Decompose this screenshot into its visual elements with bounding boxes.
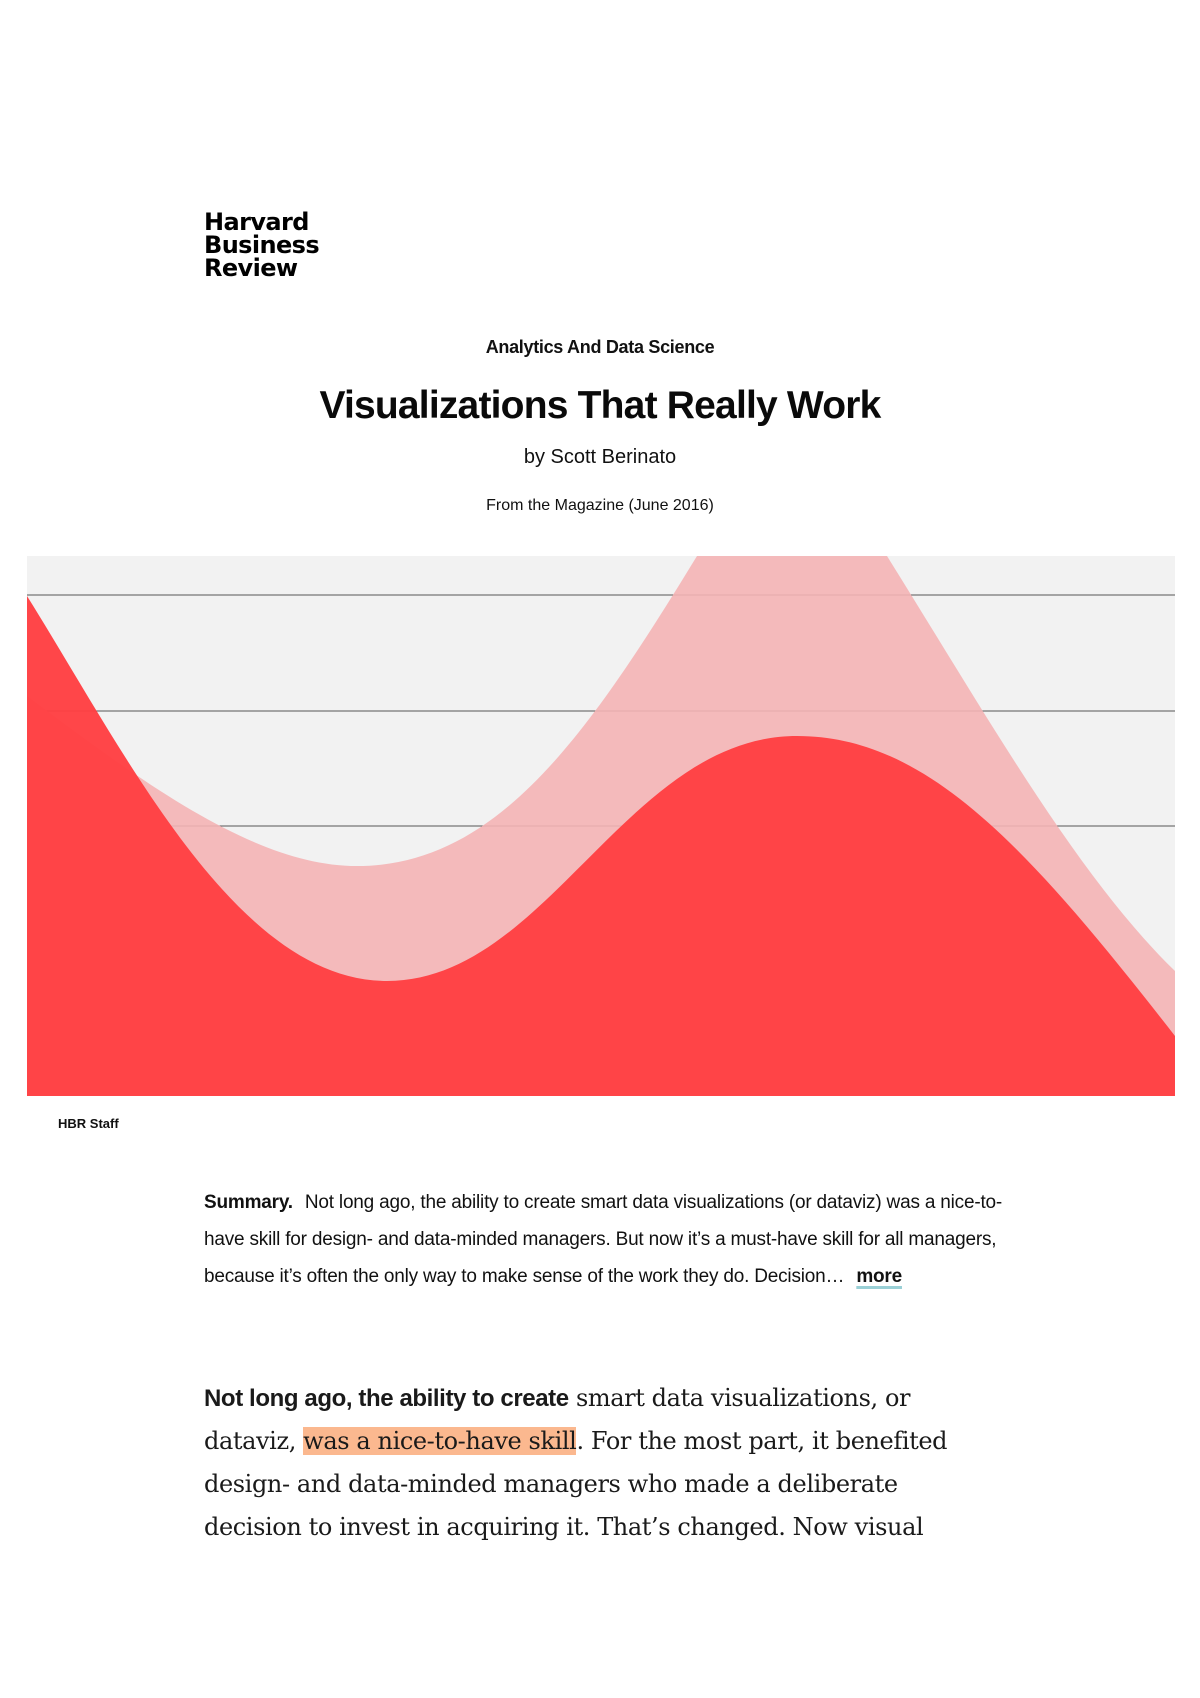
- logo-line-harvard: Harvard: [204, 208, 309, 236]
- article-byline: by Scott Berinato: [523, 446, 677, 468]
- article-summary: [204, 1184, 1004, 1295]
- summary-text: Not long ago, the ability to create smart data visualizations (or dataviz) was a nice-to-have skill for design- and data-minded managers. But now it’s a must-have skill for all managers, because it’s often the only way to make sense of the work they do. Decision…: [204, 1192, 1003, 1287]
- body-text-2: . For the most part, it benefited design- and data-minded managers who made a deliberate decision to invest in acquiring it. That’s changed. Now visual: [204, 1427, 948, 1541]
- hero-graphic: [27, 556, 1175, 1096]
- body-lead: Not long ago, the ability to create: [204, 1385, 569, 1412]
- logo-line-review: Review: [204, 254, 298, 282]
- magazine-source: From the Magazine (June 2016): [486, 497, 714, 514]
- summary-more-link[interactable]: more: [856, 1266, 902, 1287]
- summary-label: Summary.: [204, 1192, 293, 1213]
- logo-line-business: Business: [204, 231, 320, 259]
- article-body: [204, 1377, 984, 1549]
- article-title: Visualizations That Really Work: [319, 384, 881, 427]
- image-credit: HBR Staff: [58, 1116, 119, 1131]
- hbr-logo[interactable]: [204, 208, 320, 282]
- hero-illustration: [27, 556, 1175, 1096]
- body-text-1: smart data visualizations, or dataviz,: [204, 1384, 911, 1455]
- topic-link[interactable]: Analytics And Data Science: [485, 337, 715, 357]
- body-highlight[interactable]: was a nice-to-have skill: [303, 1427, 577, 1455]
